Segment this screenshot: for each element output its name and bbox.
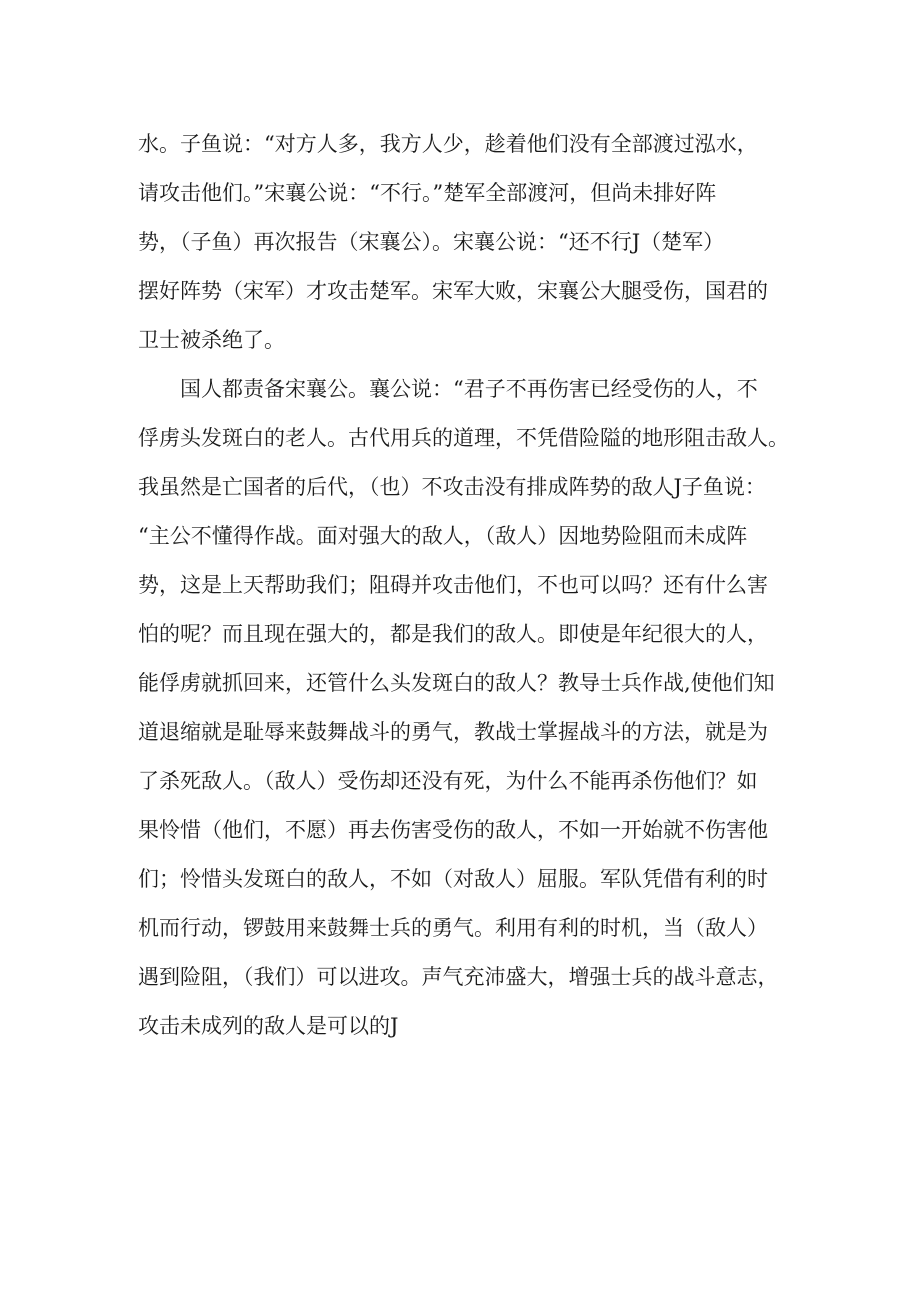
body-text: [138, 120, 818, 1051]
text-line: 摆好阵势（宋军）才攻击楚军。宋军大败，宋襄公大腿受伤，国君的: [138, 279, 768, 303]
text-line: 势，这是上天帮助我们；阻碍并攻击他们，不也可以吗？还有什么害: [138, 573, 768, 597]
text-line: 俘虏头发斑白的老人。古代用兵的道理，不凭借险隘的地形阻击敌人。: [138, 426, 789, 450]
text-line: 水。子鱼说：“对方人多，我方人少，趁着他们没有全部渡过泓水，: [138, 132, 758, 156]
text-line: 攻击未成列的敌人是可以的J: [138, 1014, 399, 1038]
text-line: 我虽然是亡国者的后代，（也）不攻击没有排成阵势的敌人J子鱼说：: [138, 475, 766, 499]
text-line: 能俘虏就抓回来，还管什么头发斑白的敌人？教导士兵作战,使他们知: [138, 671, 775, 695]
text-line: 们；怜惜头发斑白的敌人，不如（对敌人）屈服。军队凭借有利的时: [138, 867, 768, 891]
text-line: 机而行动，锣鼓用来鼓舞士兵的勇气。利用有利的时机，当（敌人）: [138, 916, 768, 940]
text-line: 遇到险阻，（我们）可以进攻。声气充沛盛大，增强士兵的战斗意志，: [138, 965, 779, 989]
text-line: 道退缩就是耻辱来鼓舞战斗的勇气，教战士掌握战斗的方法，就是为: [138, 720, 768, 744]
text-line: 怕的呢？而且现在强大的，都是我们的敌人。即使是年纪很大的人，: [138, 622, 768, 646]
text-line: “主公不懂得作战。面对强大的敌人，（敌人）因地势险阻而未成阵: [138, 524, 748, 548]
text-line: 了杀死敌人。（敌人）受伤却还没有死，为什么不能再杀伤他们？如: [138, 769, 758, 793]
text-line: 果怜惜（他们，不愿）再去伤害受伤的敌人，不如一开始就不伤害他: [138, 818, 768, 842]
text-line: 卫士被杀绝了。: [138, 328, 285, 352]
text-line: 势，（子鱼）再次报告（宋襄公）。宋襄公说：“还不行J（楚军）: [138, 230, 725, 254]
paragraph-2: [138, 365, 818, 1051]
text-line: 请攻击他们。”宋襄公说：“不行。”楚军全部渡河，但尚未排好阵: [138, 181, 717, 205]
text-line: 国人都责备宋襄公。襄公说：“君子不再伤害已经受伤的人，不: [138, 377, 758, 401]
paragraph-1: [138, 120, 818, 365]
